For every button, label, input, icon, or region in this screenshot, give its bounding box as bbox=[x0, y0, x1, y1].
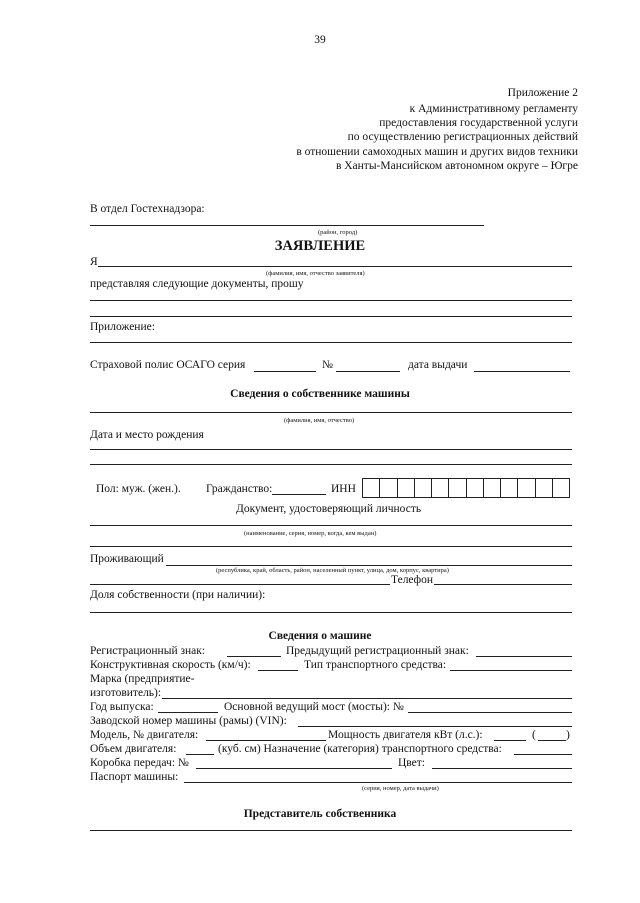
citizenship-label: Гражданство: bbox=[206, 483, 273, 495]
vin-line[interactable] bbox=[298, 726, 572, 727]
residing-label: Проживающий bbox=[90, 553, 164, 565]
phone-label: Телефон bbox=[391, 574, 434, 586]
inn-digit-box[interactable] bbox=[448, 479, 465, 497]
applicant-name-line[interactable] bbox=[98, 266, 572, 267]
id-doc-hint: (наименование, серия, номер, когда, кем выдан) bbox=[244, 530, 377, 537]
purpose-line[interactable] bbox=[514, 754, 572, 755]
inn-digit-box[interactable] bbox=[500, 479, 517, 497]
addressee-label: В отдел Гостехнадзора: bbox=[90, 203, 205, 215]
power-label: Мощность двигателя кВт (л.с.): bbox=[328, 729, 483, 741]
inn-digit-box[interactable] bbox=[552, 479, 569, 497]
power-hp-close: ) bbox=[566, 729, 570, 741]
appendix-line: Приложение 2 bbox=[507, 87, 578, 99]
power-hp-open: ( bbox=[532, 729, 536, 741]
volume-label: Объем двигателя: bbox=[90, 743, 177, 755]
appendix-line: предоставления государственной услуги bbox=[379, 117, 578, 129]
insurance-number-line[interactable] bbox=[336, 371, 400, 372]
vehicle-type-line[interactable] bbox=[450, 670, 572, 671]
address-line-2[interactable] bbox=[90, 584, 390, 585]
representative-heading: Представитель собственника bbox=[243, 808, 397, 820]
inn-digit-box[interactable] bbox=[431, 479, 448, 497]
owner-heading: Сведения о собственнике машины bbox=[230, 388, 410, 400]
owner-name-line[interactable] bbox=[90, 412, 572, 413]
brand-line[interactable] bbox=[162, 698, 572, 699]
insurance-series-line[interactable] bbox=[254, 371, 316, 372]
representative-line[interactable] bbox=[90, 830, 572, 831]
gearbox-line[interactable] bbox=[196, 768, 392, 769]
vin-label: Заводской номер машины (рамы) (VIN): bbox=[90, 715, 287, 727]
attachment-label: Приложение: bbox=[90, 321, 155, 333]
owner-name-hint: (фамилия, имя, отчество) bbox=[284, 417, 355, 424]
insurance-date-label: дата выдачи bbox=[408, 359, 468, 371]
main-axle-line[interactable] bbox=[408, 712, 572, 713]
request-line-1[interactable] bbox=[90, 300, 572, 301]
inn-digit-box[interactable] bbox=[379, 479, 396, 497]
brand-label-1: Марка (предприятие- bbox=[90, 673, 195, 685]
request-line-2[interactable] bbox=[90, 316, 572, 317]
address-hint: (республика, край, область, район, населенный пункт, улица, дом, корпус, квартира) bbox=[216, 567, 449, 574]
engine-model-label: Модель, № двигателя: bbox=[90, 729, 199, 741]
inn-digit-box[interactable] bbox=[397, 479, 414, 497]
power-kw-line[interactable] bbox=[494, 740, 526, 741]
citizenship-line[interactable] bbox=[272, 494, 326, 495]
inn-digit-box[interactable] bbox=[363, 479, 379, 497]
inn-digit-box[interactable] bbox=[483, 479, 500, 497]
inn-boxes[interactable] bbox=[362, 478, 570, 498]
volume-line[interactable] bbox=[186, 754, 214, 755]
prev-reg-sign-label: Предыдущий регистрационный знак: bbox=[286, 645, 469, 657]
phone-line[interactable] bbox=[434, 584, 572, 585]
vehicle-type-label: Тип транспортного средства: bbox=[304, 659, 447, 671]
birth-line-1[interactable] bbox=[90, 449, 572, 450]
inn-digit-box[interactable] bbox=[414, 479, 431, 497]
year-line[interactable] bbox=[158, 712, 218, 713]
birth-label: Дата и место рождения bbox=[90, 429, 204, 441]
power-hp-line[interactable] bbox=[538, 740, 566, 741]
volume-purpose-label: (куб. см) Назначение (категория) транспортного средства: bbox=[218, 743, 502, 755]
id-doc-label: Документ, удостоверяющий личность bbox=[236, 503, 422, 515]
inn-digit-box[interactable] bbox=[517, 479, 534, 497]
id-doc-line[interactable] bbox=[90, 525, 572, 526]
insurance-date-line[interactable] bbox=[474, 371, 570, 372]
addressee-line[interactable] bbox=[90, 225, 484, 226]
id-doc-line-2[interactable] bbox=[90, 546, 572, 547]
reg-sign-line[interactable] bbox=[227, 656, 281, 657]
share-line[interactable] bbox=[90, 612, 572, 613]
inn-digit-box[interactable] bbox=[466, 479, 483, 497]
passport-label: Паспорт машины: bbox=[90, 771, 179, 783]
color-label: Цвет: bbox=[398, 757, 425, 769]
share-label: Доля собственности (при наличии): bbox=[90, 589, 266, 601]
page-number: 39 bbox=[314, 34, 326, 46]
brand-label-2: изготовитель): bbox=[90, 687, 162, 699]
addressee-hint: (район, город) bbox=[318, 229, 358, 236]
birth-line-2[interactable] bbox=[90, 464, 572, 465]
gearbox-label: Коробка передач: № bbox=[90, 757, 189, 769]
document-title: ЗАЯВЛЕНИЕ bbox=[274, 238, 366, 254]
engine-model-line[interactable] bbox=[206, 740, 326, 741]
applicant-name-hint: (фамилия, имя, отчество заявителя) bbox=[266, 270, 365, 277]
prev-reg-sign-line[interactable] bbox=[476, 656, 572, 657]
appendix-line: в Ханты-Мансийском автономном округе – Югре bbox=[335, 160, 578, 172]
main-axle-label: Основной ведущий мост (мосты): № bbox=[224, 701, 404, 713]
insurance-number-label: № bbox=[322, 359, 333, 371]
passport-line[interactable] bbox=[184, 782, 572, 783]
insurance-series-label: Страховой полис ОСАГО серия bbox=[90, 359, 246, 371]
passport-hint: (серия, номер, дата выдачи) bbox=[362, 785, 439, 792]
color-line[interactable] bbox=[432, 768, 572, 769]
speed-label: Конструктивная скорость (км/ч): bbox=[90, 659, 251, 671]
appendix-line: в отношении самоходных машин и других видов техники bbox=[296, 146, 578, 158]
attachment-line[interactable] bbox=[90, 342, 572, 343]
speed-line[interactable] bbox=[258, 670, 298, 671]
appendix-line: к Административному регламенту bbox=[409, 103, 578, 115]
applicant-ya: Я bbox=[90, 256, 98, 268]
inn-digit-box[interactable] bbox=[535, 479, 552, 497]
reg-sign-label: Регистрационный знак: bbox=[90, 645, 206, 657]
request-text: представляя следующие документы, прошу bbox=[90, 278, 304, 290]
machine-heading: Сведения о машине bbox=[268, 630, 372, 642]
sex-label: Пол: муж. (жен.). bbox=[96, 483, 181, 495]
inn-label: ИНН bbox=[331, 483, 356, 495]
year-label: Год выпуска: bbox=[90, 701, 154, 713]
appendix-line: по осуществлению регистрационных действий bbox=[347, 131, 578, 143]
address-line[interactable] bbox=[166, 565, 572, 566]
